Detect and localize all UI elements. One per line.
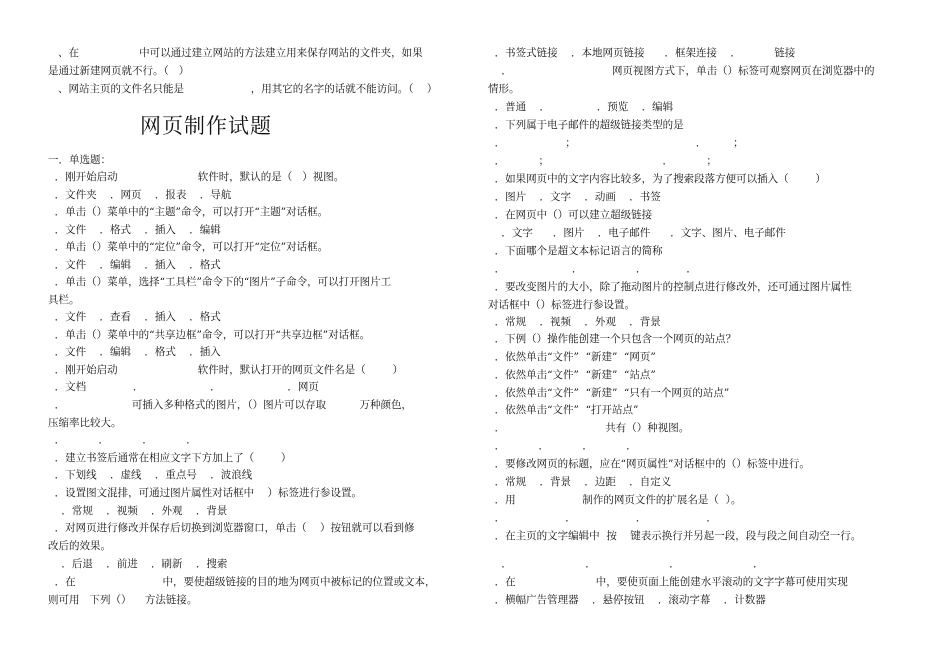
left-column-line: ．刚开始启动 软件时，默认打开的网页文件名是（ ） xyxy=(48,364,403,376)
right-column-line: ．横幅广告管理器 ．悬停按钮 ．滚动字幕 ．计数器 xyxy=(488,594,766,606)
left-column-line: ．文件 ．编辑 ．格式 ．插入 xyxy=(48,346,221,358)
left-column-line: ．文档 ． ． ．网页 xyxy=(48,381,319,393)
left-column-line: ．单击（）菜单中的“共享边框”命令，可以打开“共享边框”对话框。 xyxy=(48,329,371,341)
right-column-line: 对话框中（）标签进行参设置。 xyxy=(488,299,635,311)
left-column-line: ． 可插入多种格式的图片，（）图片可以存取 万种颜色， xyxy=(48,399,413,411)
left-column-line: 一．单选题： xyxy=(48,154,111,166)
right-column-line: ．要改变图片的大小，除了拖动图片的控制点进行修改外，还可通过图片属性 xyxy=(488,281,852,293)
right-column-line: ．常规 ．背景 ．边距 ．自定义 xyxy=(488,476,672,488)
page-title: 网页制作试题 xyxy=(140,114,272,138)
left-column-line: ．在 中，要使超级链接的目的地为网页中被标记的位置或文本， xyxy=(48,576,436,588)
left-column-line: 压缩率比较大。 xyxy=(48,417,122,429)
left-column-line: ．建立书签后通常在相应文字下方加上了（ ） xyxy=(48,452,292,464)
left-column-line: ．单击（）菜单中的“主题”命令，可以打开“主题”对话框。 xyxy=(48,206,329,218)
right-column-line: ．普通 ． ．预览 ．编辑 xyxy=(488,101,674,113)
right-column-line: ．在主页的文字编辑中 按 键表示换行并另起一段，段与段之间自动空一行。 xyxy=(488,530,862,542)
left-column-line: ．单击（）菜单中的“定位”命令，可以打开“定位”对话框。 xyxy=(48,241,329,253)
right-column-line: ．依然单击“文件” “新建” “网页” xyxy=(488,351,656,363)
right-column-line: ．用 制作的网页文件的扩展名是（ ）。 xyxy=(488,494,742,506)
left-column-line: ．文件 ．编辑 ．插入 ．格式 xyxy=(48,259,221,271)
left-column-line: ．后退 ．前进 ．刷新 ．搜索 xyxy=(48,558,228,570)
left-column-line: 是通过新建网页就不行。（ ） xyxy=(48,65,190,77)
right-column-line: ． ． ． ． xyxy=(488,263,697,275)
left-column-line: ．常规 ．视频 ．外观 ．背景 xyxy=(48,505,228,517)
right-column-line: ．要修改网页的标题，应在“网页属性”对话框中的（）标签中进行。 xyxy=(488,458,810,470)
right-column-line: ．依然单击“文件” “打开站点” xyxy=(488,404,639,416)
left-column-line: ．下划线 ．虚线 ．重点号 ．波浪线 xyxy=(48,469,253,481)
right-column-line: ．常规 ．视频 ．外观 ．背景 xyxy=(488,316,661,328)
right-column-line: ．下面哪个是超文本标记语言的简称 xyxy=(488,245,663,257)
right-column-line: ．书签式链接 ．本地网页链接 ．框架连接 ． 链接 xyxy=(488,47,796,59)
right-column-line: ．图片 ．文字 ．动画 ．书签 xyxy=(488,191,661,203)
right-column-line: ． ． ． ． xyxy=(488,512,717,524)
left-column-line: ．刚开始启动 软件时，默认的是（ ）视图。 xyxy=(48,171,345,183)
right-column-line: ． 共有（）种视图。 xyxy=(488,422,690,434)
right-column-line: ． ； ． ； xyxy=(488,155,717,167)
right-column-line: ．在网页中（）可以建立超级链接 xyxy=(488,209,653,221)
left-column-line: ．文件 ．查看 ．插入 ．格式 xyxy=(48,311,221,323)
left-column-line: ．单击（）菜单，选择“工具栏”命令下的“图片”子命令，可以打开图片工 xyxy=(48,276,392,288)
right-column-line: ．文字 ．图片 ．电子邮件 ．文字、图片、电子邮件 xyxy=(488,227,786,239)
left-column-line: ．文件 ．格式 ．插入 ．编辑 xyxy=(48,224,221,236)
right-column-line: ． ． ． ． xyxy=(488,440,637,452)
right-column-line: ． ； ． ； xyxy=(488,137,744,149)
right-column-line: ． 网页视图方式下，单击（）标签可观察网页在浏览器中的 xyxy=(488,65,875,77)
left-column-line: 改后的效果。 xyxy=(48,540,111,552)
right-column-line: ． ． ． ． xyxy=(488,558,764,570)
left-column-line: 具栏。 xyxy=(48,294,80,306)
left-column-line: 则可用 下列（） 方法链接。 xyxy=(48,594,198,606)
right-column-line: ．如果网页中的文字内容比较多，为了搜索段落方便可以插入（ ） xyxy=(488,173,826,185)
right-column-line: ．依然单击“文件” “新建” “站点” xyxy=(488,369,656,381)
left-column-line: ． ． ． ． xyxy=(48,434,197,446)
left-column-line: ．设置图文混排，可通过图片属性对话框中 ）标签进行参设置。 xyxy=(48,487,363,499)
right-column-line: ．下列属于电子邮件的超级链接类型的是 xyxy=(488,119,684,131)
left-column-line: 、在 中可以通过建立网站的方法建立用来保存网站的文件夹，如果 xyxy=(48,47,423,59)
left-column-line: 、网站主页的文件名只能是 ，用其它的名字的话就不能访问。（ ） xyxy=(48,83,438,95)
right-column-line: 情形。 xyxy=(488,83,520,95)
right-column-line: ．依然单击“文件” “新建” “只有一个网页的站点” xyxy=(488,387,730,399)
right-column-line: ．下例（）操作能创建一个只包含一个网页的站点？ xyxy=(488,333,737,345)
right-column-line: ．在 中，要使页面上能创建水平滚动的文字字幕可使用实现 xyxy=(488,576,848,588)
left-column-line: ．文件夹 ．网页 ．报表 ．导航 xyxy=(48,189,232,201)
left-column-line: ．对网页进行修改并保存后切换到浏览器窗口，单击（ ）按钮就可以看到修 xyxy=(48,522,415,534)
